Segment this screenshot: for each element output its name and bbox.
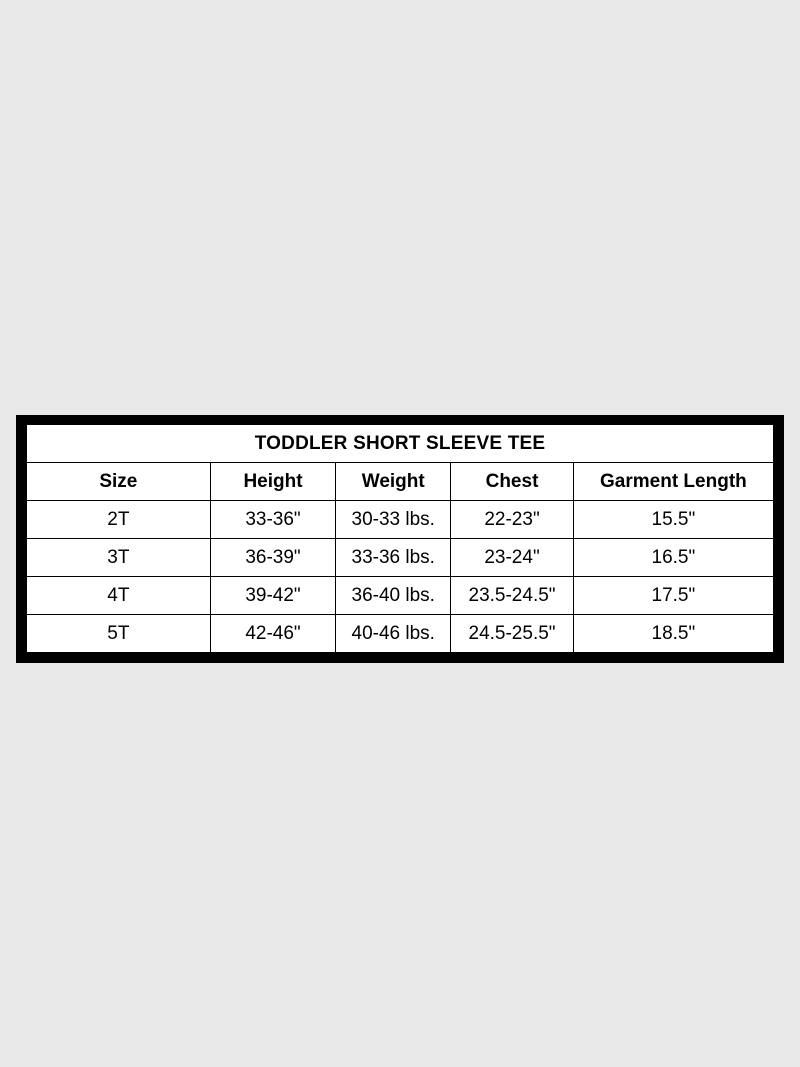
- cell-weight: 33-36 lbs.: [336, 539, 451, 577]
- cell-garment-length: 16.5": [573, 539, 773, 577]
- cell-garment-length: 17.5": [573, 577, 773, 615]
- cell-weight: 30-33 lbs.: [336, 501, 451, 539]
- table-row: [27, 615, 774, 653]
- chart-title: TODDLER SHORT SLEEVE TEE: [27, 425, 774, 463]
- column-header-chest: Chest: [451, 463, 574, 501]
- cell-weight: 40-46 lbs.: [336, 615, 451, 653]
- table-title-row: [27, 425, 774, 463]
- table-row: [27, 577, 774, 615]
- cell-weight: 36-40 lbs.: [336, 577, 451, 615]
- cell-height: 33-36": [210, 501, 335, 539]
- cell-size: 3T: [27, 539, 211, 577]
- cell-chest: 22-23": [451, 501, 574, 539]
- cell-height: 42-46": [210, 615, 335, 653]
- column-header-garment-length: Garment Length: [573, 463, 773, 501]
- cell-height: 36-39": [210, 539, 335, 577]
- cell-chest: 24.5-25.5": [451, 615, 574, 653]
- column-header-size: Size: [27, 463, 211, 501]
- cell-size: 4T: [27, 577, 211, 615]
- table-header-row: [27, 463, 774, 501]
- cell-chest: 23.5-24.5": [451, 577, 574, 615]
- cell-garment-length: 15.5": [573, 501, 773, 539]
- cell-size: 2T: [27, 501, 211, 539]
- column-header-height: Height: [210, 463, 335, 501]
- column-header-weight: Weight: [336, 463, 451, 501]
- table-row: [27, 539, 774, 577]
- cell-chest: 23-24": [451, 539, 574, 577]
- cell-garment-length: 18.5": [573, 615, 773, 653]
- size-chart-container: [16, 415, 784, 663]
- cell-size: 5T: [27, 615, 211, 653]
- table-row: [27, 501, 774, 539]
- size-chart-table: [26, 424, 774, 653]
- cell-height: 39-42": [210, 577, 335, 615]
